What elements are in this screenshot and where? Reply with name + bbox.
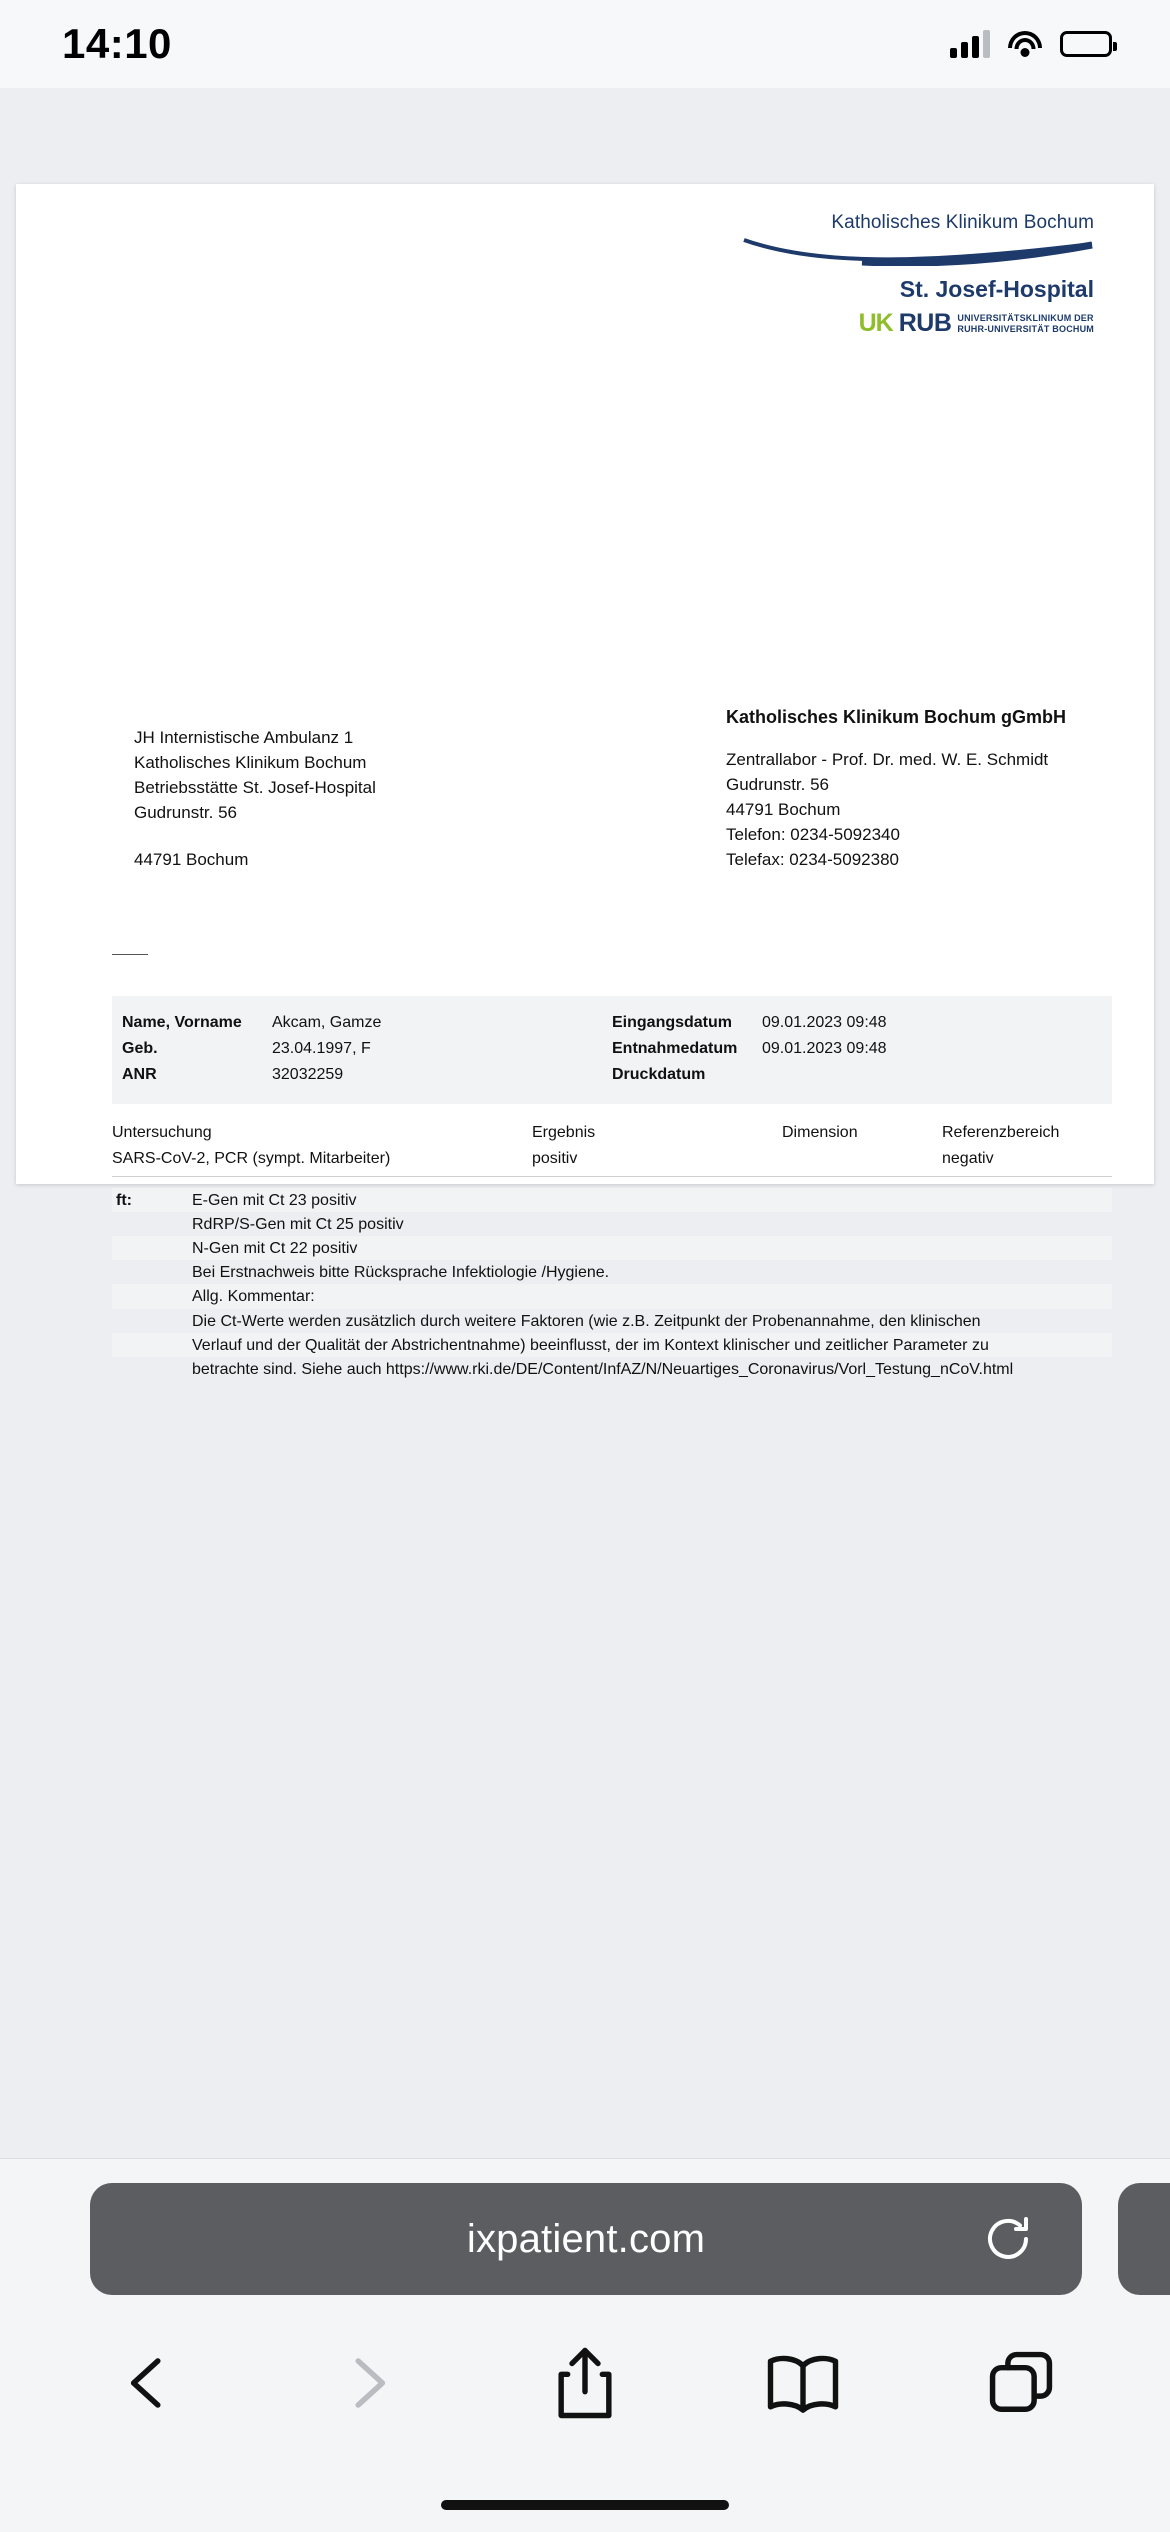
uk-rub-logo (724, 309, 1094, 338)
patient-value-anr: 32032259 (272, 1065, 344, 1083)
sample-value-received: 09.01.2023 09:48 (762, 1014, 887, 1031)
sender-address (726, 704, 1066, 873)
tabs-icon (986, 2348, 1056, 2418)
sender-line-4: Telefax: 0234-5092380 (726, 850, 899, 870)
recipient-address (134, 726, 376, 873)
home-indicator (441, 2500, 729, 2510)
comment-block (112, 1188, 1112, 1381)
comment-line (112, 1284, 1112, 1308)
lab-report-document (16, 184, 1154, 1378)
address-gap (134, 826, 376, 848)
browser-toolbar (0, 2323, 1170, 2443)
comment-key-empty (112, 1311, 192, 1332)
results-table-header (112, 1124, 1112, 1142)
recipient-line-2: Betriebsstätte St. Josef-Hospital (134, 777, 376, 797)
chevron-left-icon (116, 2350, 182, 2416)
reload-icon[interactable] (982, 2213, 1034, 2265)
web-page-scroll-area[interactable] (0, 88, 1170, 2158)
results-divider (112, 1176, 1112, 1177)
recipient-city: 44791 Bochum (134, 849, 249, 869)
comment-key-empty (112, 1262, 192, 1283)
cell-dimension (782, 1150, 942, 1168)
battery-icon (1060, 31, 1112, 57)
sample-value-collected: 09.01.2023 09:48 (762, 1039, 887, 1057)
address-bar[interactable] (90, 2183, 1082, 2295)
comment-text: E-Gen mit Ct 23 positiv (192, 1192, 357, 1209)
patient-value-dob: 23.04.1997, F (272, 1039, 371, 1057)
cell-untersuchung: SARS-CoV-2, PCR (sympt. Mitarbeiter) (112, 1150, 391, 1167)
tabs-button[interactable] (973, 2335, 1069, 2431)
header-ergebnis: Ergebnis (532, 1124, 596, 1141)
cell-referenzbereich: negativ (942, 1150, 994, 1167)
comment-line (112, 1212, 1112, 1236)
sender-line-1: Gudrunstr. 56 (726, 775, 830, 795)
sample-info-column (612, 1010, 1102, 1088)
sample-labels (612, 1010, 762, 1088)
uni-subtitle (957, 313, 1094, 333)
comment-text: betrachte sind. Siehe auch https://www.rki.de/DE/Content/InfAZ/N/Neuartiges_Coronavirus/Vorl_Testung_nCoV.html (192, 1360, 1014, 1378)
sender-line-0: Zentrallabor - Prof. Dr. med. W. E. Schmidt (726, 750, 1049, 770)
comment-key-empty (112, 1238, 192, 1259)
header-dimension: Dimension (782, 1124, 858, 1141)
uni-subtitle-line1: UNIVERSITÄTSKLINIKUM DER (957, 313, 1094, 324)
sample-values (762, 1010, 1102, 1088)
comment-line (112, 1260, 1112, 1284)
header-referenzbereich: Referenzbereich (942, 1124, 1060, 1141)
status-icon-group (950, 30, 1112, 58)
wifi-icon (1008, 31, 1042, 57)
url-text: ixpatient.com (466, 2216, 706, 2261)
recipient-line-1: Katholisches Klinikum Bochum (134, 752, 367, 772)
comment-key-empty (112, 1359, 192, 1380)
fold-mark-divider (112, 954, 148, 955)
browser-bottom-bar (0, 2158, 1170, 2532)
recipient-line-0: JH Internistische Ambulanz 1 (134, 728, 354, 747)
chevron-right-icon (334, 2350, 400, 2416)
comment-line (112, 1236, 1112, 1260)
patient-label-anr: ANR (122, 1065, 157, 1083)
header-untersuchung: Untersuchung (112, 1124, 212, 1141)
status-time: 14:10 (62, 20, 172, 67)
book-icon (764, 2350, 842, 2416)
comment-text: N-Gen mit Ct 22 positiv (192, 1240, 358, 1258)
logo-hospital-name: St. Josef-Hospital (899, 276, 1094, 302)
logo-title: Katholisches Klinikum Bochum (831, 212, 1094, 233)
uk-mark: UK (858, 309, 893, 337)
patient-value-name: Akcam, Gamze (272, 1014, 382, 1031)
recipient-line-3: Gudrunstr. 56 (134, 802, 238, 822)
forward-button[interactable] (319, 2335, 415, 2431)
comment-text: Allg. Kommentar: (192, 1288, 315, 1306)
comment-text: Verlauf und der Qualität der Abstrichentnahme) beeinflusst, der im Kontext klinischer und zeitlicher Parameter zu (192, 1336, 989, 1354)
back-button[interactable] (101, 2335, 197, 2431)
comment-text: RdRP/S-Gen mit Ct 25 positiv (192, 1216, 404, 1234)
sample-label-printed: Druckdatum (612, 1065, 706, 1083)
sample-value-printed (762, 1062, 1102, 1088)
comment-key-empty (112, 1335, 192, 1356)
comment-text: Die Ct-Werte werden zusätzlich durch weitere Faktoren (wie z.B. Zeitpunkt der Probenannahme, den klinischen (192, 1312, 981, 1330)
patient-info-band (112, 996, 1112, 1104)
share-button[interactable] (537, 2335, 633, 2431)
comment-key-empty (112, 1214, 192, 1235)
status-bar (0, 0, 1170, 88)
comment-key: ft: (116, 1192, 132, 1209)
comment-line (112, 1188, 1112, 1212)
patient-label-name: Name, Vorname (122, 1014, 242, 1031)
share-icon (550, 2344, 620, 2422)
patient-labels (122, 1010, 272, 1088)
comment-key-empty (112, 1286, 192, 1307)
address-bar-row (0, 2183, 1170, 2295)
comment-line (112, 1357, 1112, 1381)
patient-values (272, 1010, 612, 1088)
cell-ergebnis: positiv (532, 1150, 578, 1167)
comment-text: Bei Erstnachweis bitte Rücksprache Infektiologie /Hygiene. (192, 1264, 610, 1282)
next-tab-preview[interactable] (1118, 2183, 1170, 2295)
rub-mark: RUB (898, 309, 952, 337)
sender-line-3: Telefon: 0234-5092340 (726, 825, 900, 845)
sender-line-2: 44791 Bochum (726, 800, 841, 820)
patient-info-column (122, 1010, 612, 1088)
comment-line (112, 1333, 1112, 1357)
bookmarks-button[interactable] (755, 2335, 851, 2431)
sample-label-received: Eingangsdatum (612, 1014, 733, 1031)
uni-subtitle-line2: RUHR-UNIVERSITÄT BOCHUM (957, 323, 1094, 334)
logo-swoosh-icon (742, 236, 1094, 266)
comment-line (112, 1309, 1112, 1333)
cellular-bars-icon (950, 30, 990, 58)
sample-label-collected: Entnahmedatum (612, 1039, 738, 1057)
table-row (112, 1150, 1112, 1168)
clinic-logo (724, 212, 1094, 338)
sender-org: Katholisches Klinikum Bochum gGmbH (726, 707, 1067, 727)
patient-label-dob: Geb. (122, 1039, 158, 1057)
